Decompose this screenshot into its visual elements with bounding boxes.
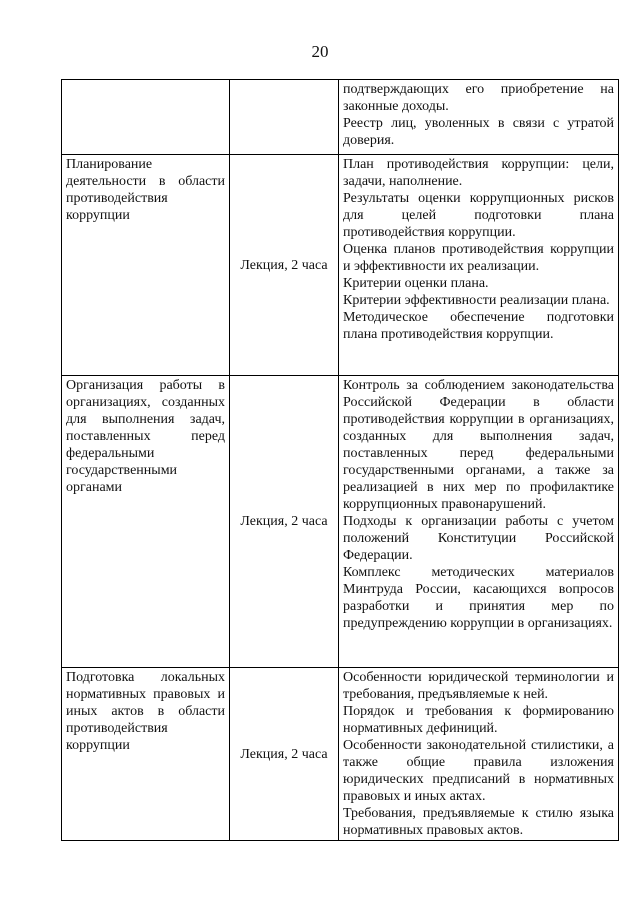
- content-paragraph: Критерии оценки плана.: [343, 276, 489, 291]
- content-cell: [339, 80, 619, 155]
- content-paragraph: Реестр лиц, уволенных в связи с утратой доверия.: [343, 116, 614, 148]
- content-paragraph: Критерии эффективности реализации плана.: [343, 293, 610, 308]
- content-paragraph: План противодействия коррупции: цели, задачи, наполнение.: [343, 157, 614, 189]
- content-cell: [339, 668, 619, 841]
- table-row: [62, 80, 619, 155]
- topic-cell: Организация работы в организациях, созданных для выполнения задач, поставленных перед федеральными государственными органами: [62, 376, 230, 668]
- curriculum-table: [61, 79, 619, 841]
- content-paragraph: Порядок и требования к формированию нормативных дефиниций.: [343, 704, 614, 736]
- format-cell: Лекция, 2 часа: [230, 155, 339, 376]
- content-cell: [339, 155, 619, 376]
- content-paragraph: Комплекс методических материалов Минтруда России, касающихся вопросов разработки и принятия мер по предупреждению коррупции в организациях.: [343, 565, 614, 631]
- topic-cell: Планирование деятельности в области противодействия коррупции: [62, 155, 230, 376]
- table-row: [62, 668, 619, 841]
- format-cell: Лекция, 2 часа: [230, 376, 339, 668]
- table-row: [62, 155, 619, 376]
- topic-cell: Подготовка локальных нормативных правовых и иных актов в области противодействия коррупции: [62, 668, 230, 841]
- content-paragraph: Контроль за соблюдением законодательства Российской Федерации в области противодействия коррупции в организациях, созданных для выполнения задач, поставленных перед федеральными государственными органами, а также за реализацией в них мер по профилактике коррупционных правонарушений.: [343, 378, 614, 512]
- content-paragraph: Результаты оценки коррупционных рисков для целей подготовки плана противодействия коррупции.: [343, 191, 614, 240]
- content-paragraph: подтверждающих его приобретение на законные доходы.: [343, 82, 614, 114]
- content-paragraph: Требования, предъявляемые к стилю языка нормативных правовых актов.: [343, 806, 614, 838]
- page-number: 20: [311, 42, 329, 61]
- content-paragraph: Особенности юридической терминологии и требования, предъявляемые к ней.: [343, 670, 614, 702]
- content-paragraph: Оценка планов противодействия коррупции и эффективности их реализации.: [343, 242, 614, 274]
- content-paragraph: Особенности законодательной стилистики, а также общие правила изложения юридических предписаний в нормативных правовых и иных актах.: [343, 738, 614, 804]
- content-cell: [339, 376, 619, 668]
- format-cell: [230, 80, 339, 155]
- topic-cell: [62, 80, 230, 155]
- table-row: [62, 376, 619, 668]
- content-paragraph: Методическое обеспечение подготовки плана противодействия коррупции.: [343, 310, 614, 342]
- content-paragraph: Подходы к организации работы с учетом положений Конституции Российской Федерации.: [343, 514, 614, 563]
- format-cell: Лекция, 2 часа: [230, 668, 339, 841]
